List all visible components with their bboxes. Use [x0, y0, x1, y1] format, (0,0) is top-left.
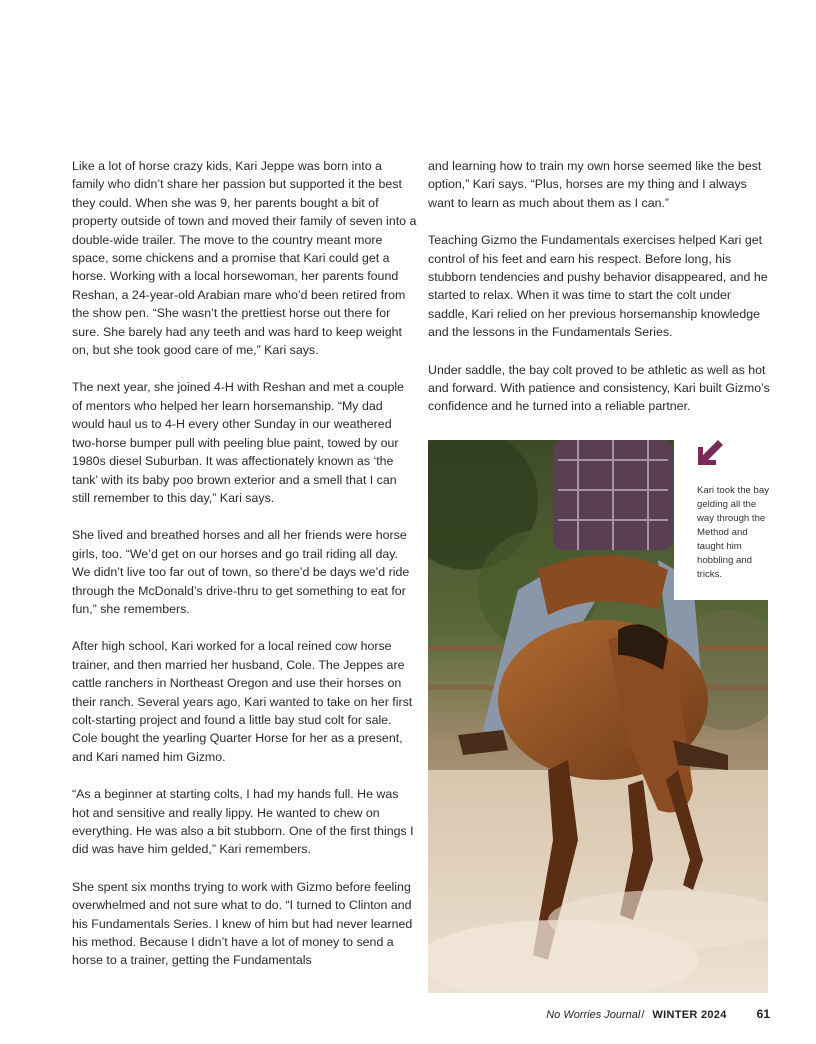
article-paragraph: She lived and breathed horses and all her friends were horse girls, too. “We’d get on our horses and go trail riding all day. We didn’t live too far out of town, so there’d be days we’d ride through the McDonald’s drive-thru to get something to eat for fun,” she remembers. [72, 528, 410, 616]
page-footer [546, 1007, 770, 1021]
page-number: 61 [756, 1007, 770, 1021]
article-paragraph: She spent six months trying to work with Gizmo before feeling overwhelmed and not sure what to do. “I turned to Clinton and his Fundamentals Series. I knew of him but had never learned his method. Because I didn’t have a lot of money to send a horse to a trainer, getting the Fundamentals [72, 879, 413, 968]
article-paragraph: The next year, she joined 4-H with Reshan and met a couple of mentors who helped her learn horsemanship. “My dad would haul us to 4-H every other Sunday in our weathered two-horse bumper pull with peeling blue paint, towed by our 1980s diesel Suburban. It was affectionately known as ‘the tank’ with its baby poo brown exterior and a smell that I can still remember to this day,” Kari says. [72, 380, 404, 505]
article-paragraph: Under saddle, the bay colt proved to be athletic as well as hot and forward. With patience and consistency, Kari built Gizmo’s confidence and he turned into a reliable partner. [428, 362, 770, 414]
photo-caption-box [674, 434, 774, 600]
article-paragraph: “As a beginner at starting colts, I had my hands full. He was hot and sensitive and really lippy. He wanted to chew on everything. He was also a bit stubborn. One of the first things I did was have him gelded,” Kari remembers. [72, 787, 414, 857]
article-paragraph: and learning how to train my own horse seemed like the best option,” Kari says. “Plus, horses are my thing and I always want to learn as much about them as I can.” [428, 159, 762, 210]
article-column-right [428, 157, 770, 435]
journal-name: No Worries Journal [546, 1009, 641, 1021]
arrow-down-left-icon [696, 438, 724, 466]
footer-slash: / [641, 1009, 645, 1021]
issue-label: WINTER 2024 [652, 1009, 727, 1021]
article-paragraph: After high school, Kari worked for a local reined cow horse trainer, and then married her husband, Cole. The Jeppes are cattle ranchers in Northeast Oregon and use their horses on their ranch. Several years ago, Kari wanted to take on her first colt-starting project and found a little bay stud colt for sale. Cole bought the yearling Quarter Horse for her as a present, and Kari named him Gizmo. [72, 639, 413, 764]
article-column-left [72, 157, 417, 970]
photo-caption: Kari took the bay gelding all the way through the Method and taught him hobbling and tricks. [697, 485, 769, 580]
article-paragraph: Teaching Gizmo the Fundamentals exercises helped Kari get control of his feet and earn his respect. Before long, his stubborn tendencies and pushy behavior disappeared, and he started to relax. When it was time to start the colt under saddle, Kari relied on her previous horsemanship knowledge and the lessons in the Fundamentals Series. [428, 233, 768, 340]
article-paragraph: Like a lot of horse crazy kids, Kari Jeppe was born into a family who didn’t share her passion but supported it the best they could. When she was 9, her parents bought a bit of property outside of town and moved their family of seven into a double-wide trailer. The move to the country meant more space, some chickens and a promise that Kari could get a horse. Working with a local horsewoman, her parents found Reshan, a 24-year-old Arabian mare who’d been retired from the show pen. “She wasn’t the prettiest horse out there for sure. She barely had any teeth and was hard to keep weight on, but she took good care of me,” Kari says. [72, 159, 417, 358]
